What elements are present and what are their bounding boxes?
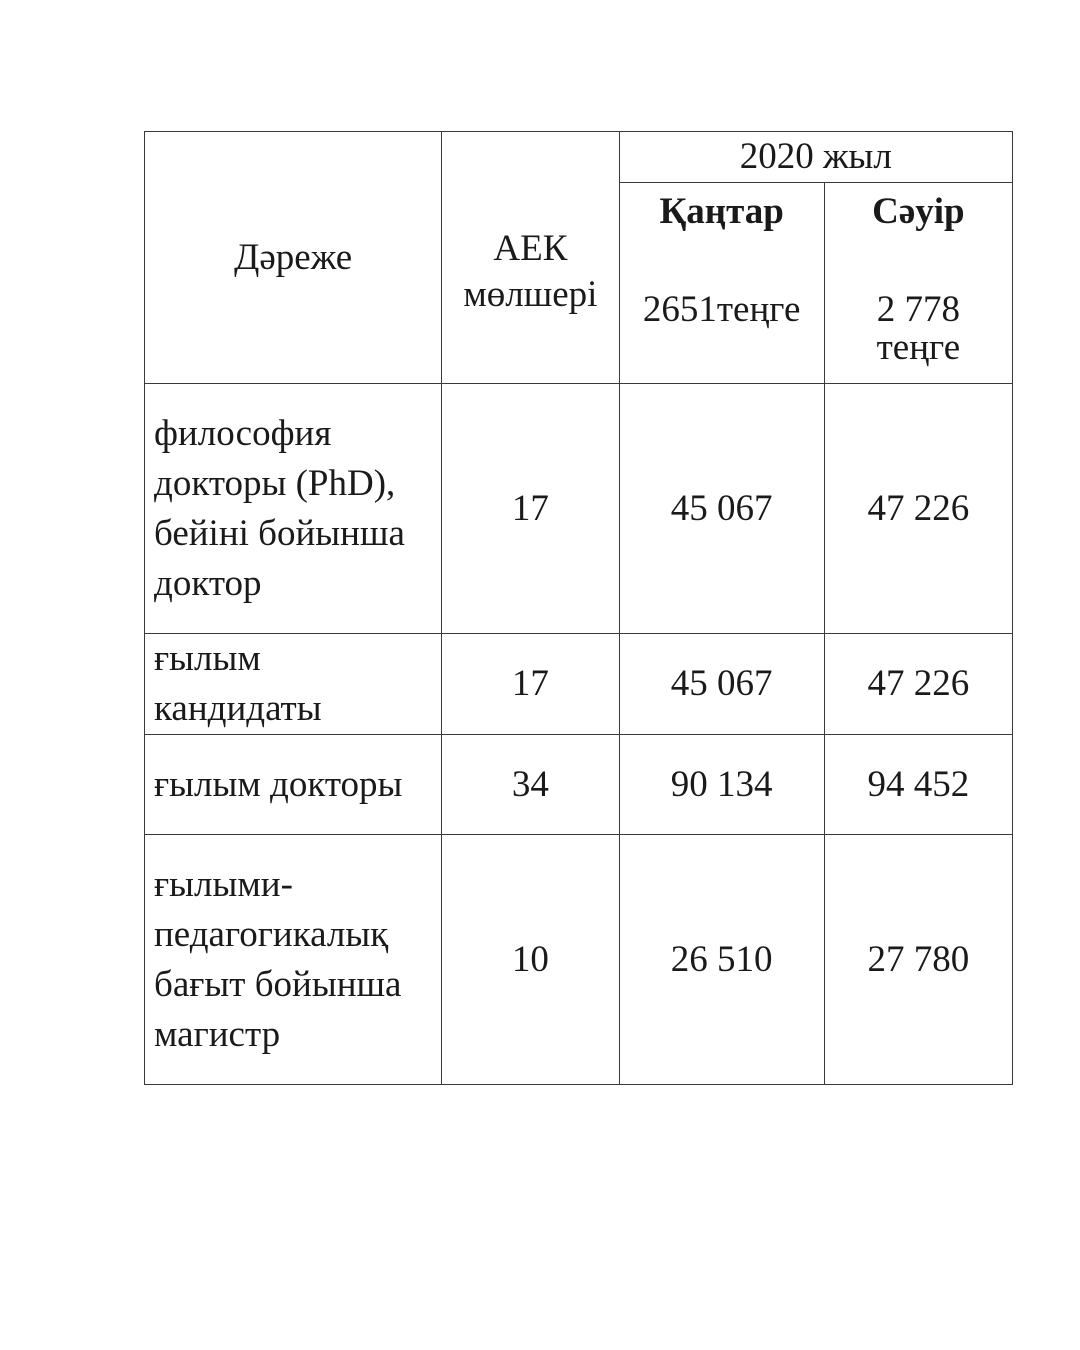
table-row: [145, 735, 1013, 835]
aek-cell: 17: [442, 384, 619, 634]
aek-cell: 10: [442, 835, 619, 1085]
april-cell: 27 780: [824, 835, 1012, 1085]
header-month-april: [824, 183, 1012, 384]
degree-cell: ғылым докторы: [145, 735, 442, 835]
header-row-top: [145, 132, 1013, 183]
header-aek-line1: АЕК: [493, 227, 568, 269]
january-cell: 26 510: [619, 835, 824, 1085]
table-row: [145, 634, 1013, 735]
header-degree-cell: [145, 132, 442, 384]
april-cell: 47 226: [824, 634, 1012, 735]
degree-cell: ғылым кандидаты: [145, 634, 442, 735]
header-year-label: 2020 жыл: [739, 136, 892, 177]
month-price-april-line2: теңге: [876, 327, 961, 368]
header-aek-line2: мөлшері: [463, 273, 598, 315]
january-cell: 45 067: [619, 634, 824, 735]
salary-table: [144, 131, 1013, 1085]
month-price-april-line1: 2 778: [876, 289, 960, 330]
january-cell: 45 067: [619, 384, 824, 634]
degree-cell: философия докторы (PhD), бейіні бойынша доктор: [145, 384, 442, 634]
aek-cell: 34: [442, 735, 619, 835]
table-row: [145, 384, 1013, 634]
table-row: [145, 835, 1013, 1085]
degree-cell: ғылыми-педагогикалық бағыт бойынша магистр: [145, 835, 442, 1085]
header-degree-label: Дәреже: [234, 236, 353, 278]
january-cell: 90 134: [619, 735, 824, 835]
april-cell: 47 226: [824, 384, 1012, 634]
month-price-january: 2651теңге: [642, 289, 801, 330]
month-name-april: Сәуір: [872, 191, 965, 232]
header-year-cell: [619, 132, 1012, 183]
header-month-january: [619, 183, 824, 384]
aek-cell: 17: [442, 634, 619, 735]
month-name-january: Қаңтар: [659, 191, 784, 232]
april-cell: 94 452: [824, 735, 1012, 835]
header-aek-cell: [442, 132, 619, 384]
